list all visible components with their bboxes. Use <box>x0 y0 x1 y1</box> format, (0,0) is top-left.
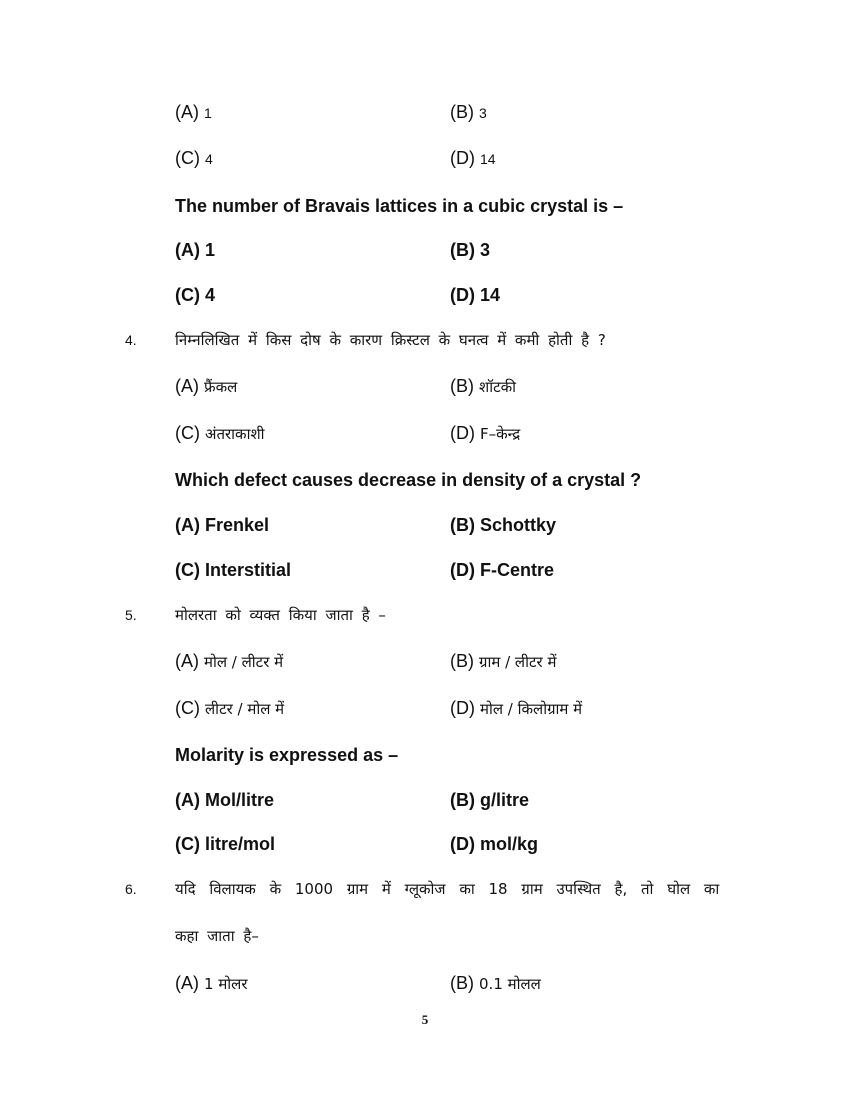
option-a: (A) 1 मोलर <box>175 973 248 993</box>
options-row <box>0 100 850 124</box>
question-number: 6. <box>125 881 137 897</box>
option-a: (A) 1 <box>175 102 212 122</box>
option-b: (B) 3 <box>450 240 491 260</box>
options-row <box>0 513 850 537</box>
page-number: 5 <box>421 1012 429 1027</box>
options-row <box>0 788 850 812</box>
option-a: (A) Frenkel <box>175 515 270 535</box>
option-b: (B) ग्राम / लीटर में <box>450 651 557 671</box>
option-c: (C) लीटर / मोल में <box>175 698 285 718</box>
option-a: (A) मोल / लीटर में <box>175 651 284 671</box>
option-d: (D) mol/kg <box>450 834 539 854</box>
option-d: (D) 14 <box>450 285 501 305</box>
options-row <box>0 421 850 445</box>
question-hindi: 6. यदि विलायक के 1000 ग्राम में ग्लूकोज का 18 ग्राम उपस्थित है, तो घोल का <box>0 877 850 901</box>
option-b: (B) शॉटकी <box>450 376 517 396</box>
question-number: 4. <box>125 332 137 348</box>
option-d: (D) F–केन्द्र <box>450 423 521 443</box>
options-row <box>0 649 850 673</box>
options-row <box>0 971 850 995</box>
option-a: (A) फ्रैंकल <box>175 376 238 396</box>
options-row <box>0 283 850 307</box>
option-d: (D) F-Centre <box>450 560 555 580</box>
options-row <box>0 832 850 856</box>
options-row <box>0 238 850 262</box>
options-row <box>0 558 850 582</box>
option-d: (D) मोल / किलोग्राम में <box>450 698 583 718</box>
question-number: 5. <box>125 607 137 623</box>
question-hindi: 5. मोलरता को व्यक्त किया जाता है – <box>0 603 850 627</box>
option-c: (C) अंतराकाशी <box>175 423 265 443</box>
option-b: (B) g/litre <box>450 790 530 810</box>
options-row <box>0 146 850 170</box>
option-c: (C) litre/mol <box>175 834 276 854</box>
option-c: (C) Interstitial <box>175 560 292 580</box>
option-b: (B) 3 <box>450 102 487 122</box>
question-hindi: 4. निम्नलिखित में किस दोष के कारण क्रिस्टल के घनत्व में कमी होती है ? <box>0 328 850 352</box>
option-d: (D) 14 <box>450 148 496 168</box>
question-english: The number of Bravais lattices in a cubic crystal is – <box>175 196 624 216</box>
question-english: Which defect causes decrease in density of a crystal ? <box>175 470 642 490</box>
question-hindi-continued: कहा जाता है– <box>175 927 259 945</box>
option-b: (B) 0.1 मोलल <box>450 973 541 993</box>
option-c: (C) 4 <box>175 285 216 305</box>
option-a: (A) Mol/litre <box>175 790 275 810</box>
option-b: (B) Schottky <box>450 515 557 535</box>
options-row <box>0 696 850 720</box>
options-row <box>0 374 850 398</box>
option-a: (A) 1 <box>175 240 216 260</box>
question-english: Molarity is expressed as – <box>175 745 399 765</box>
option-c: (C) 4 <box>175 148 213 168</box>
